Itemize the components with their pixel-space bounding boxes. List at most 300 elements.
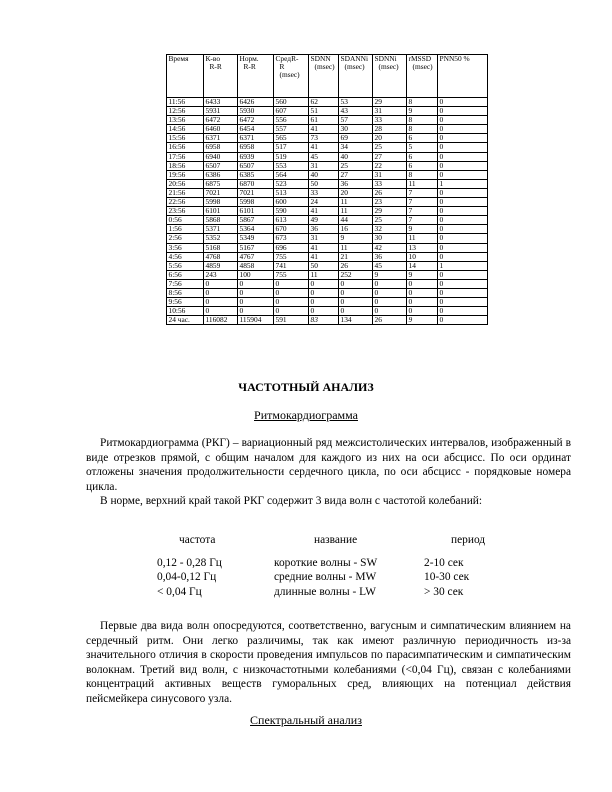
period-value: 10-30 сек bbox=[424, 571, 470, 584]
table-cell: 0 bbox=[438, 225, 488, 234]
table-cell: 26 bbox=[339, 261, 373, 270]
table-cell: 6386 bbox=[204, 170, 238, 179]
paragraph-wave-mechanisms: Первые два вида волн опосредуются, соответственно, вагусным и симпатическим влиянием на сердечный ритм. Они легко различимы, так как имеют различную периодичность из-за значительного отличия в скорости проведения импульсов по парасимпатическим и симпатическим волокнам. Третий вид волн, с низкочастотными колебаниями (<0,04 Гц), связан с колебаниями концентраций активных веществ гуморальных сред, влияющих на потенциал действия пейсмейкера синусового узла. bbox=[86, 620, 571, 705]
table-row bbox=[167, 261, 488, 270]
table-cell: 10 bbox=[407, 252, 438, 261]
table-cell: 600 bbox=[274, 198, 309, 207]
table-cell: 8 bbox=[407, 170, 438, 179]
table-cell: 5371 bbox=[204, 225, 238, 234]
table-cell: 0 bbox=[438, 188, 488, 197]
table-cell: 0 bbox=[238, 307, 274, 316]
table-cell: 0 bbox=[438, 116, 488, 125]
table-cell: 14 bbox=[407, 261, 438, 270]
table-cell: 5998 bbox=[204, 198, 238, 207]
period-value: 2-10 сек bbox=[424, 556, 464, 569]
table-cell: 0 bbox=[204, 307, 238, 316]
table-cell: 6958 bbox=[204, 143, 238, 152]
table-cell: 18:56 bbox=[167, 161, 204, 170]
table-cell: 11:56 bbox=[167, 98, 204, 107]
table-row bbox=[167, 134, 488, 143]
column-header bbox=[373, 55, 407, 98]
table-cell: 5930 bbox=[238, 107, 274, 116]
table-cell: 0 bbox=[274, 288, 309, 297]
column-header bbox=[204, 55, 238, 98]
table-cell: 10:56 bbox=[167, 307, 204, 316]
table-cell: 0 bbox=[204, 288, 238, 297]
table-cell: 0 bbox=[238, 298, 274, 307]
table-body bbox=[167, 98, 488, 325]
hrv-table bbox=[166, 54, 488, 325]
table-cell: 7021 bbox=[238, 188, 274, 197]
total-cell: 0 bbox=[438, 316, 488, 325]
table-cell: 3:56 bbox=[167, 243, 204, 252]
table-cell: 27 bbox=[339, 170, 373, 179]
table-cell: 61 bbox=[309, 116, 339, 125]
table-cell: 6433 bbox=[204, 98, 238, 107]
table-cell: 7 bbox=[407, 216, 438, 225]
table-cell: 41 bbox=[309, 252, 339, 261]
table-cell: 36 bbox=[309, 225, 339, 234]
table-cell: 517 bbox=[274, 143, 309, 152]
header-line: PNN50 % bbox=[439, 54, 470, 63]
table-cell: 6101 bbox=[204, 207, 238, 216]
table-cell: 42 bbox=[373, 243, 407, 252]
table-cell: 23:56 bbox=[167, 207, 204, 216]
table-cell: 73 bbox=[309, 134, 339, 143]
table-cell: 0 bbox=[438, 243, 488, 252]
table-cell: 21 bbox=[339, 252, 373, 261]
table-row bbox=[167, 288, 488, 297]
table-cell: 30 bbox=[373, 234, 407, 243]
table-cell: 11 bbox=[407, 234, 438, 243]
table-cell: 519 bbox=[274, 152, 309, 161]
table-cell: 25 bbox=[339, 161, 373, 170]
table-cell: 7021 bbox=[204, 188, 238, 197]
table-cell: 40 bbox=[309, 170, 339, 179]
frequency-value: 0,12 - 0,28 Гц bbox=[157, 556, 222, 569]
table-cell: 0 bbox=[339, 307, 373, 316]
table-row bbox=[167, 125, 488, 134]
column-header bbox=[309, 55, 339, 98]
total-cell: 83 bbox=[309, 316, 339, 325]
table-cell: 5867 bbox=[238, 216, 274, 225]
table-cell: 24 bbox=[309, 198, 339, 207]
total-cell: 24 час. bbox=[167, 316, 204, 325]
table-cell: 23 bbox=[373, 198, 407, 207]
table-cell: 6385 bbox=[238, 170, 274, 179]
table-cell: 0 bbox=[438, 298, 488, 307]
table-cell: 0 bbox=[438, 288, 488, 297]
table-row bbox=[167, 243, 488, 252]
table-cell: 6371 bbox=[204, 134, 238, 143]
name-column bbox=[274, 533, 377, 599]
table-cell: 6472 bbox=[204, 116, 238, 125]
table-cell: 2:56 bbox=[167, 234, 204, 243]
table-cell: 0 bbox=[274, 279, 309, 288]
table-cell: 243 bbox=[204, 270, 238, 279]
table-cell: 45 bbox=[373, 261, 407, 270]
table-cell: 755 bbox=[274, 252, 309, 261]
table-cell: 5:56 bbox=[167, 261, 204, 270]
table-cell: 19:56 bbox=[167, 170, 204, 179]
table-cell: 0 bbox=[438, 234, 488, 243]
table-cell: 0 bbox=[438, 198, 488, 207]
table-cell: 1 bbox=[438, 179, 488, 188]
table-row bbox=[167, 161, 488, 170]
table-header-row bbox=[167, 55, 488, 98]
table-cell: 40 bbox=[339, 152, 373, 161]
table-cell: 22 bbox=[373, 161, 407, 170]
table-cell: 21:56 bbox=[167, 188, 204, 197]
table-cell: 4767 bbox=[238, 252, 274, 261]
table-cell: 0 bbox=[438, 152, 488, 161]
table-row bbox=[167, 270, 488, 279]
table-cell: 0 bbox=[339, 288, 373, 297]
table-cell: 6940 bbox=[204, 152, 238, 161]
table-cell: 6507 bbox=[204, 161, 238, 170]
table-cell: 44 bbox=[339, 216, 373, 225]
table-cell: 50 bbox=[309, 179, 339, 188]
table-cell: 8 bbox=[407, 116, 438, 125]
column-header bbox=[167, 55, 204, 98]
table-cell: 0 bbox=[309, 307, 339, 316]
table-cell: 5349 bbox=[238, 234, 274, 243]
table-cell: 670 bbox=[274, 225, 309, 234]
header-line: Время bbox=[168, 54, 189, 63]
table-cell: 34 bbox=[339, 143, 373, 152]
table-cell: 557 bbox=[274, 125, 309, 134]
table-cell: 5364 bbox=[238, 225, 274, 234]
table-cell: 62 bbox=[309, 98, 339, 107]
table-cell: 13 bbox=[407, 243, 438, 252]
table-cell: 553 bbox=[274, 161, 309, 170]
table-cell: 565 bbox=[274, 134, 309, 143]
table-cell: 51 bbox=[309, 107, 339, 116]
table-row bbox=[167, 143, 488, 152]
table-cell: 0 bbox=[438, 307, 488, 316]
column-header bbox=[339, 55, 373, 98]
table-cell: 13:56 bbox=[167, 116, 204, 125]
table-cell: 12:56 bbox=[167, 107, 204, 116]
table-cell: 560 bbox=[274, 98, 309, 107]
table-cell: 11 bbox=[339, 198, 373, 207]
table-cell: 696 bbox=[274, 243, 309, 252]
header-line: SDNNi bbox=[374, 54, 397, 63]
table-cell: 252 bbox=[339, 270, 373, 279]
table-cell: 0 bbox=[438, 107, 488, 116]
table-cell: 8:56 bbox=[167, 288, 204, 297]
table-cell: 5167 bbox=[238, 243, 274, 252]
table-row bbox=[167, 207, 488, 216]
wave-name: длинные волны - LW bbox=[274, 585, 376, 598]
header-line: (msec) bbox=[344, 62, 365, 72]
total-cell: 591 bbox=[274, 316, 309, 325]
table-cell: 9 bbox=[407, 107, 438, 116]
table-cell: 0 bbox=[309, 298, 339, 307]
table-row bbox=[167, 198, 488, 207]
table-cell: 613 bbox=[274, 216, 309, 225]
table-cell: 30 bbox=[339, 125, 373, 134]
table-cell: 4768 bbox=[204, 252, 238, 261]
table-row bbox=[167, 152, 488, 161]
table-cell: 0 bbox=[438, 216, 488, 225]
table-cell: 9:56 bbox=[167, 298, 204, 307]
total-cell: 134 bbox=[339, 316, 373, 325]
table-cell: 11 bbox=[407, 179, 438, 188]
period-value: > 30 сек bbox=[424, 585, 464, 598]
table-cell: 57 bbox=[339, 116, 373, 125]
table-cell: 100 bbox=[238, 270, 274, 279]
frequency-column bbox=[157, 533, 222, 599]
table-cell: 564 bbox=[274, 170, 309, 179]
table-row bbox=[167, 279, 488, 288]
header-line: rMSSD bbox=[408, 54, 432, 63]
header-line: (msec) bbox=[279, 70, 300, 80]
header-line: R bbox=[279, 62, 285, 72]
table-row bbox=[167, 107, 488, 116]
table-row bbox=[167, 170, 488, 179]
table-cell: 0 bbox=[407, 298, 438, 307]
paragraph-rkg-definition: Ритмокардиограмма (РКГ) – вариационный ряд межсистолических интервалов, изображенный в виде отрезков прямой, с общим началом для каждого из них на оси абсцисс. По оси ординат отложены значения продолжительности сердечного цикла, по оси абсцисс - порядковые номера цикла. bbox=[86, 437, 571, 493]
table-cell: 0:56 bbox=[167, 216, 204, 225]
header-line: R-R bbox=[243, 62, 256, 72]
table-cell: 8 bbox=[407, 125, 438, 134]
table-cell: 6870 bbox=[238, 179, 274, 188]
subtitle-text: Ритмокардиограмма bbox=[254, 408, 358, 422]
table-cell: 5168 bbox=[204, 243, 238, 252]
table-cell: 1 bbox=[438, 261, 488, 270]
header-line: (msec) bbox=[314, 62, 335, 72]
total-cell: 26 bbox=[373, 316, 407, 325]
table-cell: 6 bbox=[407, 152, 438, 161]
table-cell: 6 bbox=[407, 134, 438, 143]
table-cell: 41 bbox=[309, 207, 339, 216]
table-cell: 556 bbox=[274, 116, 309, 125]
subtitle-rhythmocardiogram bbox=[0, 408, 612, 423]
table-cell: 20:56 bbox=[167, 179, 204, 188]
table-cell: 11 bbox=[339, 207, 373, 216]
table-cell: 50 bbox=[309, 261, 339, 270]
table-cell: 6101 bbox=[238, 207, 274, 216]
table-row bbox=[167, 188, 488, 197]
table-cell: 0 bbox=[204, 298, 238, 307]
table-cell: 6371 bbox=[238, 134, 274, 143]
wave-name: короткие волны - SW bbox=[274, 556, 378, 569]
table-cell: 8 bbox=[407, 98, 438, 107]
table-cell: 69 bbox=[339, 134, 373, 143]
table-cell: 33 bbox=[373, 116, 407, 125]
column-header bbox=[438, 55, 488, 98]
table-cell: 590 bbox=[274, 207, 309, 216]
table-cell: 0 bbox=[204, 279, 238, 288]
table-cell: 16 bbox=[339, 225, 373, 234]
table-cell: 6958 bbox=[238, 143, 274, 152]
total-cell: 116082 bbox=[204, 316, 238, 325]
table-row bbox=[167, 298, 488, 307]
table-cell: 4858 bbox=[238, 261, 274, 270]
table-row bbox=[167, 234, 488, 243]
table-cell: 0 bbox=[407, 279, 438, 288]
column-header bbox=[407, 55, 438, 98]
table-row bbox=[167, 98, 488, 107]
table-cell: 9 bbox=[407, 270, 438, 279]
table-cell: 32 bbox=[373, 225, 407, 234]
table-row bbox=[167, 179, 488, 188]
header-line: SDNN bbox=[310, 54, 331, 63]
table-cell: 25 bbox=[373, 216, 407, 225]
table-cell: 0 bbox=[407, 307, 438, 316]
table-cell: 607 bbox=[274, 107, 309, 116]
table-cell: 0 bbox=[438, 134, 488, 143]
table-cell: 41 bbox=[309, 143, 339, 152]
table-cell: 0 bbox=[274, 307, 309, 316]
table-cell: 0 bbox=[438, 98, 488, 107]
table-cell: 0 bbox=[438, 161, 488, 170]
table-cell: 5998 bbox=[238, 198, 274, 207]
table-cell: 31 bbox=[309, 234, 339, 243]
table-cell: 5352 bbox=[204, 234, 238, 243]
table-cell: 43 bbox=[339, 107, 373, 116]
table-cell: 41 bbox=[309, 243, 339, 252]
table-cell: 6472 bbox=[238, 116, 274, 125]
table-cell: 31 bbox=[373, 170, 407, 179]
header-line: Норм. bbox=[239, 54, 259, 63]
header-line: R-R bbox=[209, 62, 222, 72]
table-cell: 45 bbox=[309, 152, 339, 161]
table-cell: 4859 bbox=[204, 261, 238, 270]
table-cell: 6 bbox=[407, 161, 438, 170]
table-cell: 17:56 bbox=[167, 152, 204, 161]
table-cell: 33 bbox=[373, 179, 407, 188]
table-cell: 11 bbox=[339, 243, 373, 252]
table-cell: 7:56 bbox=[167, 279, 204, 288]
table-cell: 6426 bbox=[238, 98, 274, 107]
table-cell: 6875 bbox=[204, 179, 238, 188]
table-cell: 29 bbox=[373, 207, 407, 216]
table-cell: 7 bbox=[407, 188, 438, 197]
table-cell: 0 bbox=[438, 207, 488, 216]
table-cell: 20 bbox=[339, 188, 373, 197]
table-cell: 27 bbox=[373, 152, 407, 161]
table-cell: 16:56 bbox=[167, 143, 204, 152]
header-line: К-во bbox=[205, 54, 221, 63]
table-row bbox=[167, 307, 488, 316]
table-cell: 0 bbox=[438, 143, 488, 152]
table-cell: 6507 bbox=[238, 161, 274, 170]
table-cell: 41 bbox=[309, 125, 339, 134]
table-cell: 0 bbox=[238, 279, 274, 288]
table-cell: 0 bbox=[274, 298, 309, 307]
table-cell: 0 bbox=[373, 279, 407, 288]
table-cell: 33 bbox=[309, 188, 339, 197]
table-cell: 523 bbox=[274, 179, 309, 188]
table-cell: 20 bbox=[373, 134, 407, 143]
header-line: (msec) bbox=[378, 62, 399, 72]
table-cell: 9 bbox=[407, 225, 438, 234]
total-cell: 115904 bbox=[238, 316, 274, 325]
header-line: (msec) bbox=[412, 62, 433, 72]
table-cell: 6460 bbox=[204, 125, 238, 134]
table-cell: 5 bbox=[407, 143, 438, 152]
table-cell: 0 bbox=[373, 307, 407, 316]
table-cell: 0 bbox=[407, 288, 438, 297]
frequency-value: 0,04-0,12 Гц bbox=[157, 571, 217, 584]
table-cell: 4:56 bbox=[167, 252, 204, 261]
table-row bbox=[167, 116, 488, 125]
table-cell: 25 bbox=[373, 143, 407, 152]
table-cell: 0 bbox=[438, 170, 488, 179]
table-cell: 36 bbox=[373, 252, 407, 261]
table-cell: 741 bbox=[274, 261, 309, 270]
table-cell: 1:56 bbox=[167, 225, 204, 234]
column-header bbox=[274, 55, 309, 98]
table-cell: 0 bbox=[373, 298, 407, 307]
table-cell: 11 bbox=[309, 270, 339, 279]
table-cell: 755 bbox=[274, 270, 309, 279]
table-cell: 0 bbox=[438, 252, 488, 261]
table-cell: 29 bbox=[373, 98, 407, 107]
table-cell: 0 bbox=[339, 298, 373, 307]
table-cell: 673 bbox=[274, 234, 309, 243]
table-total-row bbox=[167, 316, 488, 325]
table-cell: 5931 bbox=[204, 107, 238, 116]
table-cell: 0 bbox=[309, 288, 339, 297]
table-row bbox=[167, 216, 488, 225]
section-title: ЧАСТОТНЫЙ АНАЛИЗ bbox=[238, 380, 374, 394]
table-cell: 31 bbox=[373, 107, 407, 116]
table-cell: 7 bbox=[407, 207, 438, 216]
table-cell: 53 bbox=[339, 98, 373, 107]
header-line: СредR- bbox=[275, 54, 299, 63]
frequency-header: частота bbox=[179, 534, 216, 546]
table-cell: 49 bbox=[309, 216, 339, 225]
table-cell: 6454 bbox=[238, 125, 274, 134]
table-cell: 0 bbox=[238, 288, 274, 297]
table-cell: 22:56 bbox=[167, 198, 204, 207]
table-cell: 26 bbox=[373, 188, 407, 197]
table-cell: 6939 bbox=[238, 152, 274, 161]
wave-name: средние волны - MW bbox=[274, 571, 377, 584]
subtitle-text: Спектральный анализ bbox=[250, 713, 362, 727]
table-row bbox=[167, 252, 488, 261]
name-header: название bbox=[314, 534, 358, 546]
total-cell: 9 bbox=[407, 316, 438, 325]
table-cell: 9 bbox=[373, 270, 407, 279]
table-cell: 6:56 bbox=[167, 270, 204, 279]
paragraph-wave-types: В норме, верхний край такой РКГ содержит 3 вида волн с частотой колебаний: bbox=[100, 495, 483, 507]
header-line: SDANNi bbox=[340, 54, 369, 63]
table-cell: 15:56 bbox=[167, 134, 204, 143]
frequency-value: < 0,04 Гц bbox=[157, 585, 202, 598]
table-cell: 513 bbox=[274, 188, 309, 197]
table-cell: 0 bbox=[438, 270, 488, 279]
table-cell: 36 bbox=[339, 179, 373, 188]
table-cell: 0 bbox=[373, 288, 407, 297]
table-cell: 0 bbox=[339, 279, 373, 288]
table-cell: 0 bbox=[438, 279, 488, 288]
table-cell: 7 bbox=[407, 198, 438, 207]
table-cell: 5868 bbox=[204, 216, 238, 225]
column-header bbox=[238, 55, 274, 98]
table-cell: 31 bbox=[309, 161, 339, 170]
table-cell: 0 bbox=[309, 279, 339, 288]
period-header: период bbox=[451, 534, 486, 546]
subtitle-spectral-analysis bbox=[0, 713, 612, 728]
table-cell: 0 bbox=[438, 125, 488, 134]
table-cell: 28 bbox=[373, 125, 407, 134]
table-cell: 9 bbox=[339, 234, 373, 243]
table-cell: 14:56 bbox=[167, 125, 204, 134]
